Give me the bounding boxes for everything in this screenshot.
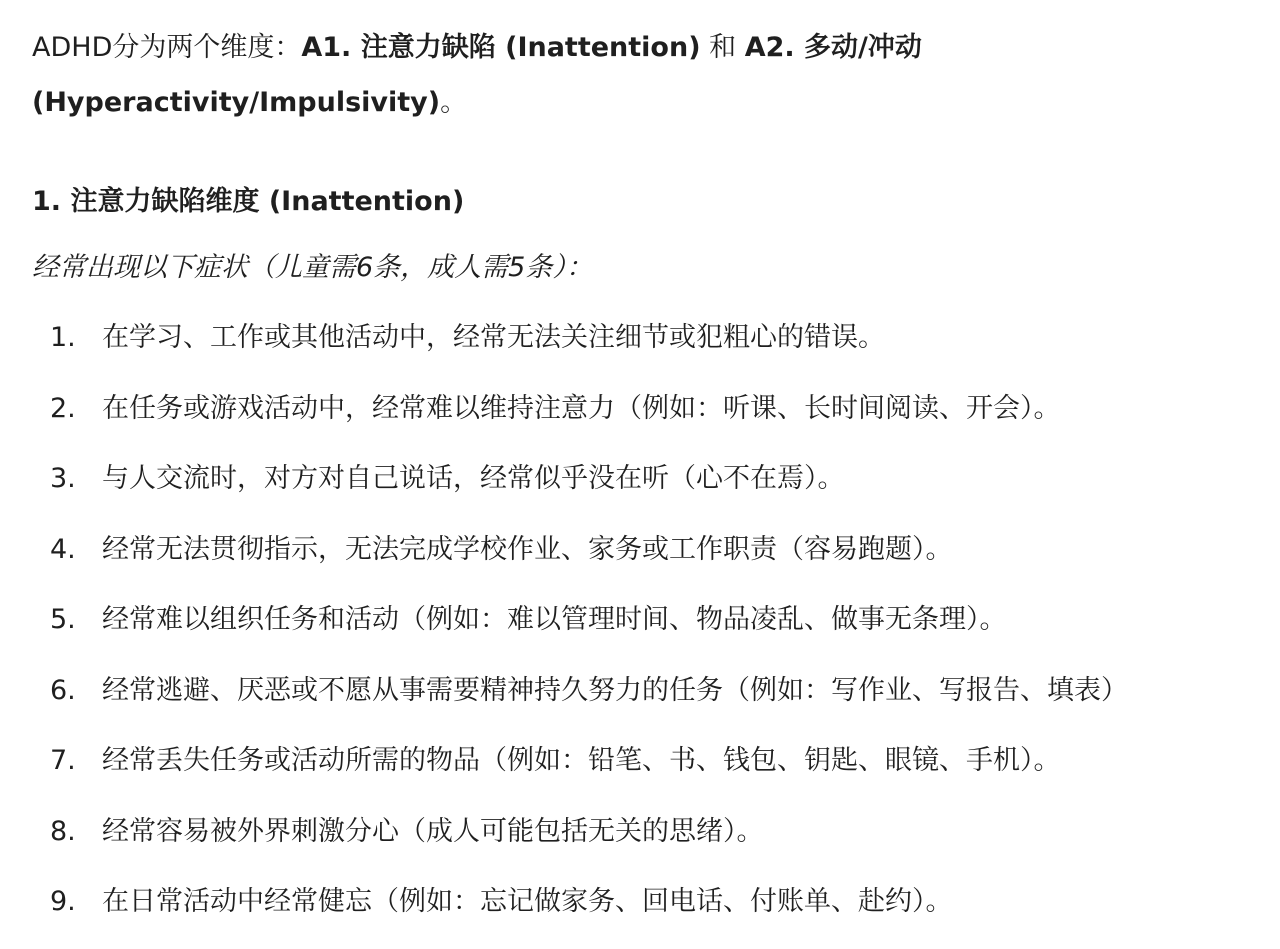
dimension-2-label: A2. 多动/冲动 (Hyperactivity/Impulsivity) (32, 32, 922, 118)
list-item-text: 在学习、工作或其他活动中，经常无法关注细节或犯粗心的错误。 (102, 322, 885, 353)
intro-paragraph (32, 20, 1252, 130)
intro-prefix: ADHD分为两个维度： (32, 32, 302, 63)
section-heading: 1. 注意力缺陷维度 (Inattention) (32, 186, 465, 217)
list-item-text: 与人交流时，对方对自己说话，经常似乎没在听（心不在焉）。 (102, 463, 845, 494)
list-item-text: 经常逃避、厌恶或不愿从事需要精神持久努力的任务（例如：写作业、写报告、填表） (102, 674, 1128, 706)
section-subtitle: 经常出现以下症状（儿童需6条，成人需5条）： (32, 252, 593, 283)
list-item-text: 经常丢失任务或活动所需的物品（例如：铅笔、书、钱包、钥匙、眼镜、手机）。 (102, 745, 1061, 776)
list-item-number: 9. (50, 886, 76, 917)
list-item-number: 3. (50, 463, 76, 494)
intro-connector: 和 (700, 32, 745, 63)
list-item-text: 在任务或游戏活动中，经常难以维持注意力（例如：听课、长时间阅读、开会）。 (102, 392, 1061, 424)
list-item-number: 5. (50, 604, 76, 635)
list-item-text: 经常难以组织任务和活动（例如：难以管理时间、物品凌乱、做事无条理）。 (102, 604, 1007, 635)
list-item-number: 7. (50, 745, 76, 776)
list-item-text: 在日常活动中经常健忘（例如：忘记做家务、回电话、付账单、赴约）。 (102, 886, 953, 917)
list-item-text: 经常无法贯彻指示，无法完成学校作业、家务或工作职责（容易跑题）。 (102, 533, 953, 565)
list-item-text: 经常容易被外界刺激分心（成人可能包括无关的思绪）。 (102, 815, 764, 847)
list-item-number: 4. (50, 533, 76, 565)
list-item-number: 8. (50, 815, 76, 847)
list-item-number: 2. (50, 392, 76, 424)
dimension-1-label: A1. 注意力缺陷 (Inattention) (301, 32, 701, 63)
intro-suffix: 。 (440, 87, 468, 118)
list-item-number: 6. (50, 674, 76, 706)
list-item-number: 1. (50, 322, 76, 353)
